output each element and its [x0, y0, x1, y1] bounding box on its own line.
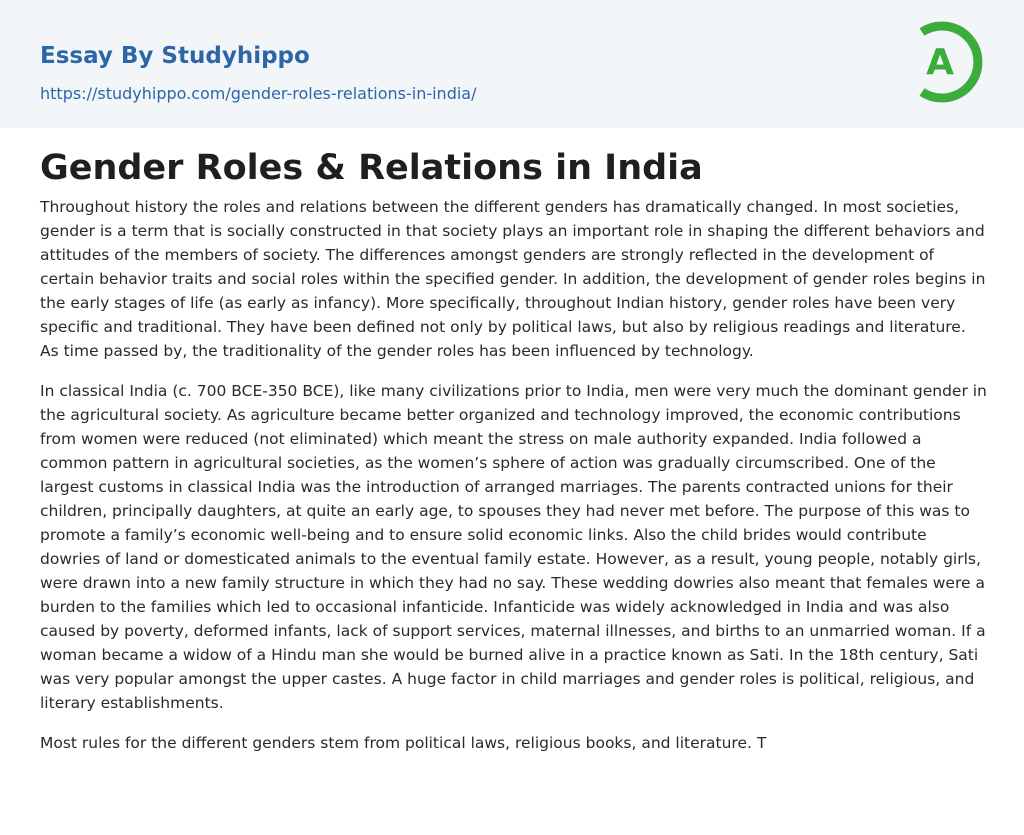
logo-letter: A: [926, 42, 954, 83]
essay-paragraph-2: In classical India (c. 700 BCE-350 BCE), like many civilizations prior to India, men were very much the dominant gender in the agricultural society. As agriculture became better organized and technology improved, the economic contributions from women were reduced (not eliminated) which meant the stress on male authority expanded. India followed a common pattern in agricultural societies, as the women’s sphere of action was gradually circumscribed. One of the largest customs in classical India was the introduction of arranged marriages. The parents contracted unions for their children, principally daughters, at quite an early age, to spouses they had never met before. The purpose of this was to promote a family’s economic well-being and to ensure solid economic links. Also the child brides would contribute dowries of land or domesticated animals to the eventual family estate. However, as a result, young people, notably girls, were drawn into a new family structure in which they had no say. These wedding dowries also meant that females were a burden to the families which led to occasional infanticide. Infanticide was widely acknowledged in India and was also caused by poverty, deformed infants, lack of support services, maternal illnesses, and births to an unmarried woman. If a woman became a widow of a Hindu man she would be burned alive in a practice known as Sati. In the 18th century, Sati was very popular amongst the upper castes. A huge factor in child marriages and gender roles is political, religious, and literary establishments.: [40, 382, 987, 712]
essay-paragraph-1: Throughout history the roles and relations between the different genders has dramatically changed. In most societies, gender is a term that is socially constructed in that society plays an important role in shaping the different behaviors and attitudes of the members of society. The differences amongst genders are strongly reflected in the development of certain behavior traits and social roles within the specified gender. In addition, the development of gender roles begins in the early stages of life (as early as infancy). More specifically, throughout Indian history, gender roles have been very specific and traditional. They have been defined not only by political laws, but also by religious readings and literature. As time passed by, the traditionality of the gender roles has been influenced by technology.: [40, 198, 986, 360]
essay-url-link[interactable]: https://studyhippo.com/gender-roles-relations-in-india/: [40, 84, 477, 103]
essay-content: [40, 147, 988, 771]
essay-paragraph-3: Most rules for the different genders stem from political laws, religious books, and literature. T: [40, 734, 767, 752]
studyhippo-logo-icon[interactable]: [908, 16, 992, 108]
essay-title: Gender Roles & Relations in India: [40, 148, 703, 188]
site-header: [0, 0, 1024, 128]
brand-title[interactable]: Essay By Studyhippo: [40, 43, 310, 69]
